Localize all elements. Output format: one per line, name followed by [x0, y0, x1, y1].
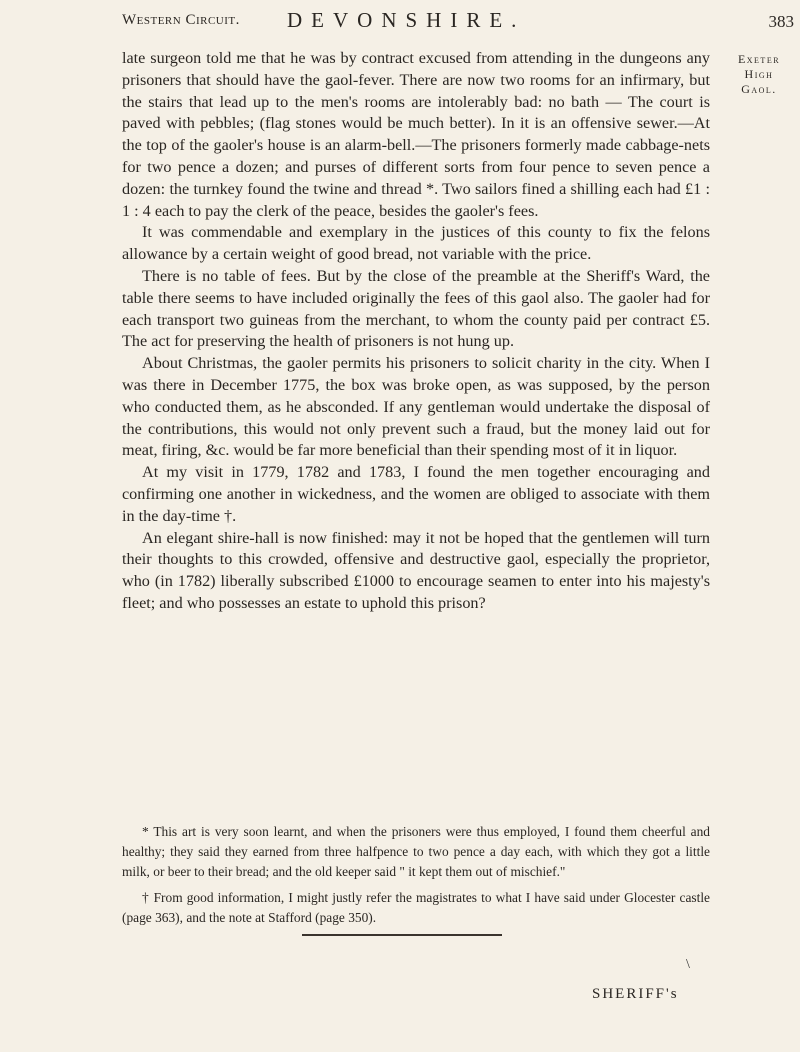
- county-title: DEVONSHIRE.: [287, 8, 526, 32]
- marginal-note: [720, 52, 798, 97]
- page-number: 383: [768, 12, 794, 31]
- circuit-title: Western Circuit.: [122, 12, 240, 28]
- main-text: [122, 48, 710, 615]
- paragraph-4: About Christmas, the gaoler permits his prisoners to solicit charity in the city. When I was there in December 1775, the box was broke open, as was supposed, by the person who conducted them, as he absconded. If any gentleman would undertake the disposal of the contributions, this would not only prevent such a fraud, but the money laid out for meat, firing, &c. would be far more beneficial than their spending most of it in liquor.: [122, 354, 710, 460]
- catchword: SHERIFF's: [592, 986, 679, 1002]
- divider-rule: [302, 934, 502, 936]
- paragraph-2: It was commendable and exemplary in the justices of this county to fix the felons allowance by a certain weight of good bread, not variable with the price.: [122, 223, 710, 264]
- paragraph-1: late surgeon told me that he was by contract excused from attending in the dungeons any prisoners that should have the gaol-fever. There are now two rooms for an infirmary, but the stairs that lead up to the men's rooms are intolerably bad: no bath — The court is paved with pebbles; (flag stones would be much better). In it is an offensive sewer.—At the top of the gaoler's house is an alarm-bell.—The prisoners formerly made cabbage-nets for two pence a dozen; and purses of different sorts from four pence to seven pence a dozen: the turnkey found the twine and thread *. Two sailors fined a shilling each had £1 : 1 : 4 each to pay the clerk of the peace, besides the gaoler's fees.: [122, 49, 710, 220]
- running-header: [122, 8, 794, 38]
- footnote-2: † From good information, I might justly refer the magistrates to what I have said under Glocester castle (page 363), and the note at Stafford (page 350).: [122, 890, 710, 925]
- margin-mark: \: [686, 957, 690, 972]
- footnotes: [122, 822, 710, 934]
- paragraph-5: At my visit in 1779, 1782 and 1783, I found the men together encouraging and confirming one another in wickedness, and the women are obliged to associate with them in the day-time †.: [122, 463, 710, 525]
- marginal-line-2: High: [744, 67, 774, 81]
- paragraph-6: An elegant shire-hall is now finished: may it not be hoped that the gentlemen will turn their thoughts to this crowded, offensive and destructive gaol, especially the proprietor, who (in 1782) liberally subscribed £1000 to encourage seamen to enter into his majesty's fleet; and who possesses an estate to uphold this prison?: [122, 528, 710, 612]
- footnote-1: * This art is very soon learnt, and when the prisoners were thus employed, I found them cheerful and healthy; they said they earned from three halfpence to two pence a day each, with which they got a little milk, or beer to their bread; and the old keeper said " it kept them out of mischief.": [122, 824, 710, 879]
- marginal-line-3: Gaol.: [741, 82, 777, 96]
- paragraph-3: There is no table of fees. But by the close of the preamble at the Sheriff's Ward, the table there seems to have included originally the fees of this gaol also. The gaoler had for each transport two guineas from the merchant, to whom the county paid per contract £5. The act for preserving the health of prisoners is not hung up.: [122, 266, 710, 351]
- marginal-line-1: Exeter: [737, 52, 781, 66]
